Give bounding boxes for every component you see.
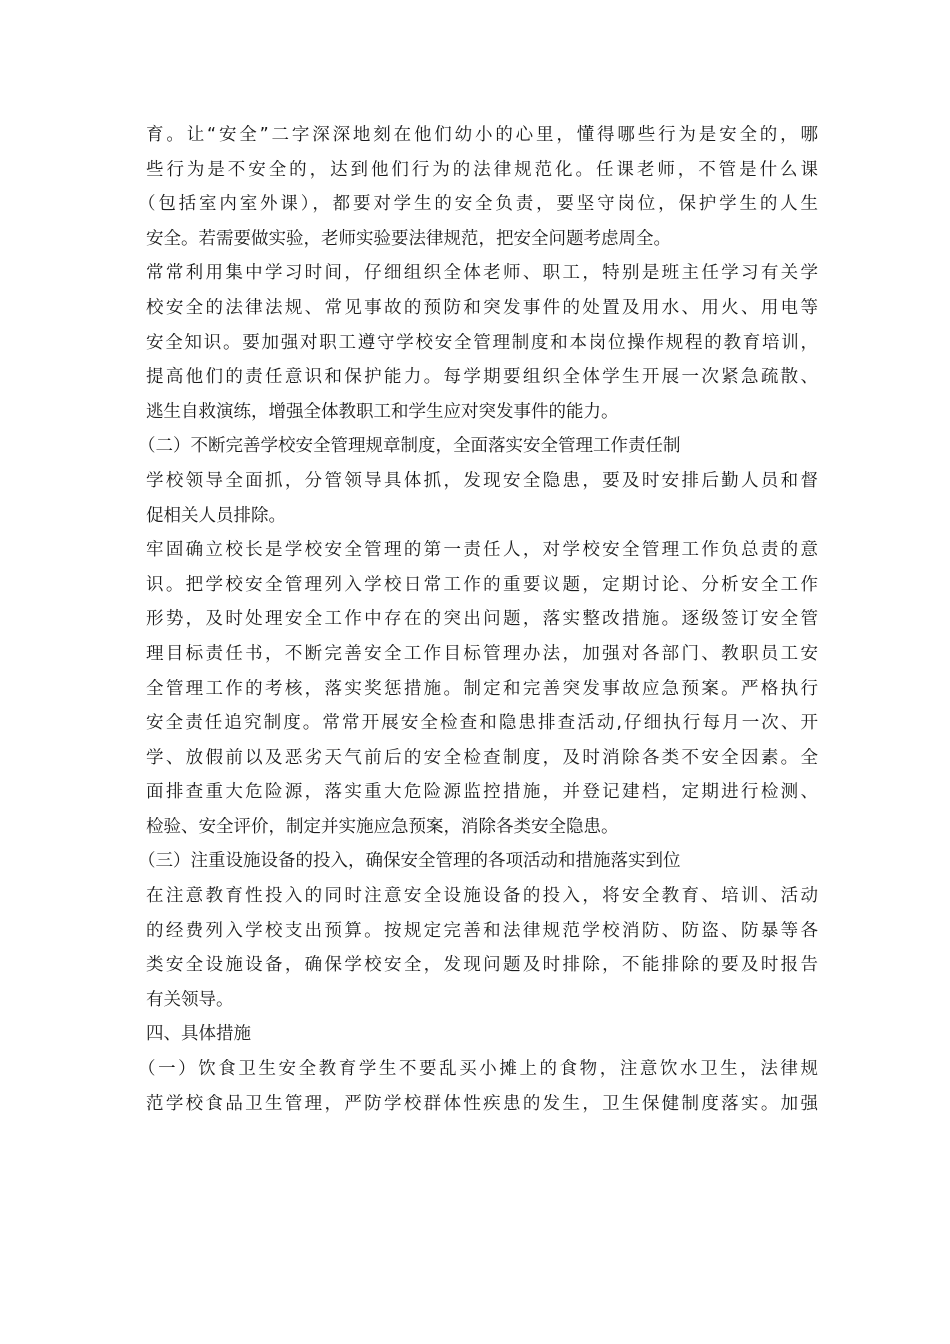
text-line: 促相关人员排除。 (146, 505, 286, 526)
text-line: 育。让“安全”二字深深地刻在他们幼小的心里，懂得哪些行为是安全的，哪 (146, 125, 818, 145)
text-line: 检验、安全评价，制定并实施应急预案，消除各类安全隐患。 (146, 816, 619, 837)
text-line: （二）不断完善学校安全管理规章制度，全面落实安全管理工作责任制 (138, 436, 681, 457)
text-line: 的经费列入学校支出预算。按规定完善和法律规范学校消防、防盗、防暴等各 (146, 920, 818, 941)
text-line: 有关领导。 (146, 989, 234, 1010)
text-line: 常常利用集中学习时间，仔细组织全体老师、职工，特别是班主任学习有关学 (146, 263, 818, 284)
text-line: （包括室内室外课），都要对学生的安全负责，要坚守岗位，保护学生的人生 (138, 194, 818, 215)
text-line: 四、具体措施 (146, 1024, 251, 1045)
text-line: 面排查重大危险源，落实重大危险源监控措施，并登记建档，定期进行检测、 (146, 782, 818, 803)
text-line: 逃生自救演练，增强全体教职工和学生应对突发事件的能力。 (146, 401, 619, 422)
text-line: 安全知识。要加强对职工遵守学校安全管理制度和本岗位操作规程的教育培训， (146, 332, 818, 353)
text-line: 全管理工作的考核，落实奖惩措施。制定和完善突发事故应急预案。严格执行 (146, 678, 818, 699)
text-line: 牢固确立校长是学校安全管理的第一责任人，对学校安全管理工作负总责的意 (146, 540, 818, 561)
text-line: 识。把学校安全管理列入学校日常工作的重要议题，定期讨论、分析安全工作 (146, 574, 818, 595)
text-line: 范学校食品卫生管理，严防学校群体性疾患的发生，卫生保健制度落实。加强 (146, 1093, 818, 1114)
text-line: 在注意教育性投入的同时注意安全设施设备的投入，将安全教育、培训、活动 (146, 886, 818, 907)
text-line: 安全。若需要做实验，老师实验要法律规范，把安全问题考虑周全。 (146, 228, 671, 249)
text-line: 学校领导全面抓，分管领导具体抓，发现安全隐患，要及时安排后勤人员和督 (146, 470, 818, 491)
text-line: 形势，及时处理安全工作中存在的突出问题，落实整改措施。逐级签订安全管 (146, 609, 818, 630)
text-line: 类安全设施设备，确保学校安全，发现问题及时排除，不能排除的要及时报告 (146, 955, 818, 976)
text-line: 安全责任追究制度。常常开展安全检查和隐患排查活动,仔细执行每月一次、开 (146, 713, 818, 734)
text-line: 些行为是不安全的，达到他们行为的法律规范化。任课老师，不管是什么课 (146, 159, 818, 180)
document-body (138, 118, 818, 1121)
text-line: 提高他们的责任意识和保护能力。每学期要组织全体学生开展一次紧急疏散、 (146, 367, 818, 388)
text-line: 学、放假前以及恶劣天气前后的安全检查制度，及时消除各类不安全因素。全 (146, 747, 818, 768)
text-line: 理目标责任书，不断完善安全工作目标管理办法，加强对各部门、教职员工安 (146, 643, 818, 664)
text-line: 校安全的法律法规、常见事故的预防和突发事件的处置及用水、用火、用电等 (146, 297, 818, 318)
text-line: （一）饮食卫生安全教育学生不要乱买小摊上的食物，注意饮水卫生，法律规 (138, 1059, 818, 1080)
text-line: （三）注重设施设备的投入，确保安全管理的各项活动和措施落实到位 (138, 851, 681, 872)
